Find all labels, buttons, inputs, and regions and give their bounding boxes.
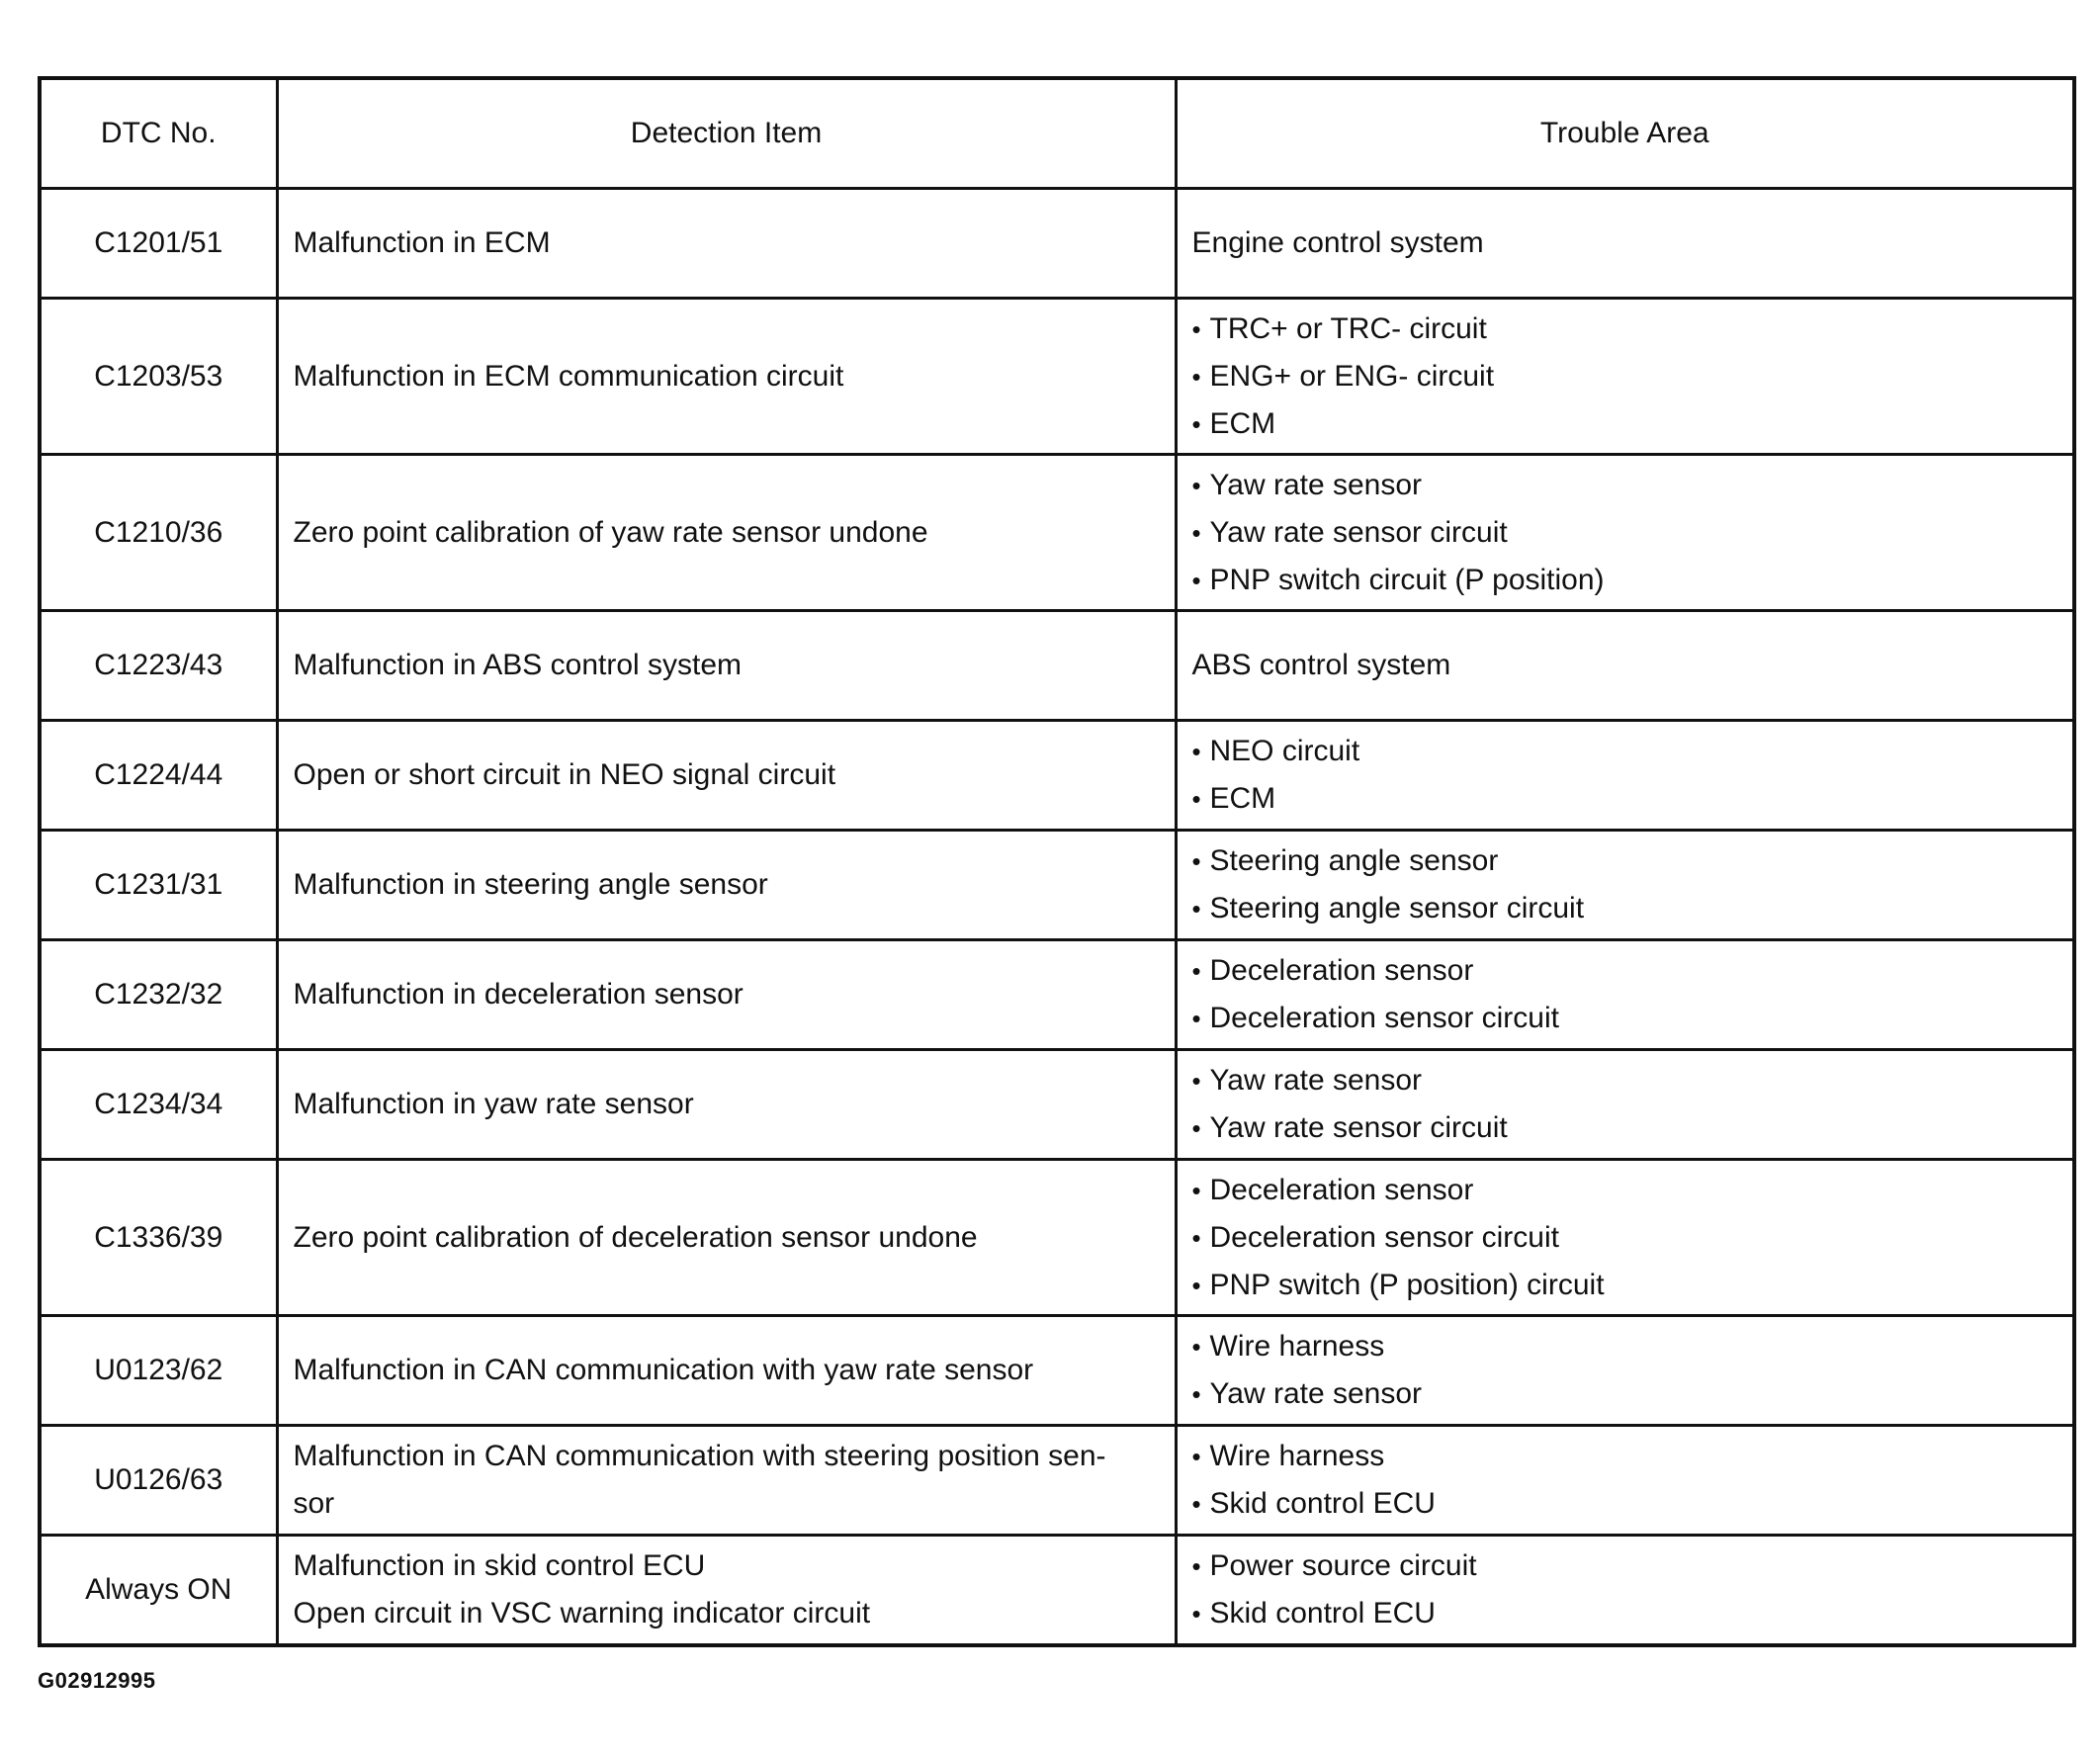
trouble-area-cell <box>1176 611 2074 721</box>
bullet-icon: • <box>1191 313 1201 344</box>
detection-item-line: Zero point calibration of yaw rate sensor undone <box>293 515 928 549</box>
trouble-area-cell <box>1176 721 2074 831</box>
bullet-icon: • <box>1191 894 1201 924</box>
trouble-area-item-text: Steering angle sensor circuit <box>1209 892 1585 925</box>
trouble-area-item <box>1192 306 2073 353</box>
trouble-area-item-text: Deceleration sensor circuit <box>1209 1220 1559 1254</box>
table-row <box>40 721 2074 831</box>
trouble-area-item <box>1192 1214 2073 1262</box>
dtc-code-cell: C1223/43 <box>40 611 277 721</box>
figure-id: G02912995 <box>38 1668 156 1693</box>
bullet-icon: • <box>1191 1332 1201 1362</box>
dtc-code-cell: C1231/31 <box>40 831 277 940</box>
trouble-area-item <box>1192 400 2073 448</box>
bullet-icon: • <box>1191 1222 1201 1253</box>
detection-item-line: sor <box>293 1487 335 1520</box>
dtc-code-cell: C1232/32 <box>40 940 277 1050</box>
detection-item-cell <box>277 831 1176 940</box>
trouble-area-cell <box>1176 299 2074 455</box>
trouble-area-item-text: Wire harness <box>1209 1440 1385 1472</box>
bullet-icon: • <box>1191 1551 1201 1581</box>
table-row <box>40 299 2074 455</box>
trouble-area-item <box>1192 1480 2073 1528</box>
detection-item-line: Malfunction in steering angle sensor <box>293 868 768 901</box>
trouble-area-item-text: Deceleration sensor <box>1209 1173 1474 1206</box>
trouble-area-item <box>1192 1104 2073 1152</box>
trouble-area-item <box>1192 462 2073 509</box>
trouble-area-item <box>1192 509 2073 557</box>
table-row <box>40 1536 2074 1646</box>
trouble-area-item-text: Yaw rate sensor <box>1209 468 1423 501</box>
detection-item-line: Malfunction in ECM communication circuit <box>293 359 844 393</box>
dtc-code-cell: U0123/62 <box>40 1316 277 1426</box>
trouble-area-item-text: ECM <box>1209 782 1276 815</box>
detection-item-line: Malfunction in ECM <box>293 226 551 259</box>
detection-item-cell <box>277 721 1176 831</box>
dtc-code-cell: C1210/36 <box>40 455 277 611</box>
trouble-area-item <box>1192 728 2073 775</box>
trouble-area-item-text: PNP switch circuit (P position) <box>1209 563 1605 596</box>
bullet-icon: • <box>1191 956 1201 986</box>
trouble-area-item <box>1192 1370 2073 1418</box>
trouble-area-cell <box>1176 1160 2074 1316</box>
bullet-icon: • <box>1191 408 1201 439</box>
trouble-area-item-text: Deceleration sensor <box>1209 954 1474 987</box>
detection-item-cell <box>277 1426 1176 1536</box>
bullet-icon: • <box>1191 517 1201 548</box>
dtc-code-cell: C1234/34 <box>40 1050 277 1160</box>
trouble-area-item-text: TRC+ or TRC- circuit <box>1209 311 1487 345</box>
detection-item-line: Malfunction in CAN communication with steering position sen- <box>293 1440 1106 1472</box>
trouble-area-item-text: Yaw rate sensor <box>1209 1377 1423 1410</box>
dtc-code-cell: C1224/44 <box>40 721 277 831</box>
trouble-area-item-text: Power source circuit <box>1209 1549 1477 1582</box>
table-body <box>40 189 2074 1646</box>
dtc-code-cell: C1336/39 <box>40 1160 277 1316</box>
trouble-area-item-text: Skid control ECU <box>1209 1487 1436 1520</box>
trouble-area-cell <box>1176 189 2074 299</box>
detection-item-line: Open circuit in VSC warning indicator circuit <box>293 1597 871 1629</box>
bullet-icon: • <box>1191 470 1201 500</box>
trouble-area-item <box>1192 885 2073 932</box>
trouble-area-item <box>1192 1323 2073 1370</box>
dtc-code-cell: C1201/51 <box>40 189 277 299</box>
trouble-area-item-text: ENG+ or ENG- circuit <box>1209 359 1495 393</box>
trouble-area-text: ABS control system <box>1191 649 1451 681</box>
detection-item-line: Open or short circuit in NEO signal circuit <box>293 758 836 791</box>
table-row <box>40 940 2074 1050</box>
detection-item-line: Malfunction in yaw rate sensor <box>293 1088 694 1120</box>
trouble-area-item-text: Skid control ECU <box>1209 1597 1436 1629</box>
detection-item-cell <box>277 455 1176 611</box>
bullet-icon: • <box>1191 361 1201 392</box>
dtc-code-cell: Always ON <box>40 1536 277 1646</box>
table-row <box>40 455 2074 611</box>
dtc-code-cell: U0126/63 <box>40 1426 277 1536</box>
trouble-area-item-text: Yaw rate sensor <box>1209 1064 1423 1097</box>
bullet-icon: • <box>1191 1599 1201 1629</box>
header-detection-item: Detection Item <box>277 78 1176 189</box>
detection-item-line: Malfunction in deceleration sensor <box>293 978 744 1011</box>
trouble-area-text: Engine control system <box>1191 226 1484 259</box>
trouble-area-item <box>1192 775 2073 823</box>
bullet-icon: • <box>1191 1270 1201 1300</box>
trouble-area-item <box>1192 1167 2073 1214</box>
trouble-area-item <box>1192 995 2073 1042</box>
header-row <box>40 78 2074 189</box>
bullet-icon: • <box>1191 784 1201 814</box>
header-trouble-area: Trouble Area <box>1176 78 2074 189</box>
trouble-area-item-text: Yaw rate sensor circuit <box>1209 1111 1508 1144</box>
trouble-area-item-text: Deceleration sensor circuit <box>1209 1002 1559 1034</box>
trouble-area-item <box>1192 1542 2073 1590</box>
trouble-area-cell <box>1176 1050 2074 1160</box>
bullet-icon: • <box>1191 1113 1201 1143</box>
detection-item-cell <box>277 940 1176 1050</box>
bullet-icon: • <box>1191 1379 1201 1409</box>
table-row <box>40 1160 2074 1316</box>
table-row <box>40 1050 2074 1160</box>
trouble-area-cell <box>1176 455 2074 611</box>
trouble-area-item-text: NEO circuit <box>1209 735 1360 767</box>
trouble-area-cell <box>1176 1426 2074 1536</box>
bullet-icon: • <box>1191 1442 1201 1471</box>
bullet-icon: • <box>1191 1175 1201 1205</box>
trouble-area-item <box>1192 1433 2073 1480</box>
table-row <box>40 1316 2074 1426</box>
trouble-area-item <box>1192 557 2073 604</box>
detection-item-cell <box>277 611 1176 721</box>
detection-item-line: Malfunction in skid control ECU <box>293 1549 706 1582</box>
table-row <box>40 189 2074 299</box>
detection-item-cell <box>277 1050 1176 1160</box>
bullet-icon: • <box>1191 1066 1201 1096</box>
table-row <box>40 611 2074 721</box>
detection-item-cell <box>277 299 1176 455</box>
detection-item-line: Zero point calibration of deceleration sensor undone <box>293 1220 978 1254</box>
table-header <box>40 78 2074 189</box>
dtc-code-cell: C1203/53 <box>40 299 277 455</box>
dtc-table <box>38 76 2076 1647</box>
bullet-icon: • <box>1191 1489 1201 1519</box>
trouble-area-item <box>1192 1057 2073 1104</box>
trouble-area-cell <box>1176 1316 2074 1426</box>
bullet-icon: • <box>1191 737 1201 766</box>
trouble-area-item-text: Wire harness <box>1209 1330 1385 1363</box>
trouble-area-item <box>1192 1590 2073 1637</box>
trouble-area-item-text: Yaw rate sensor circuit <box>1209 515 1508 549</box>
detection-item-line: Malfunction in CAN communication with yaw rate sensor <box>293 1354 1034 1386</box>
detection-item-cell <box>277 1536 1176 1646</box>
trouble-area-cell <box>1176 940 2074 1050</box>
detection-item-cell <box>277 1316 1176 1426</box>
bullet-icon: • <box>1191 1004 1201 1033</box>
header-dtc-no: DTC No. <box>40 78 277 189</box>
trouble-area-item <box>1192 1262 2073 1309</box>
trouble-area-item <box>1192 837 2073 885</box>
bullet-icon: • <box>1191 565 1201 595</box>
detection-item-cell <box>277 189 1176 299</box>
trouble-area-cell <box>1176 1536 2074 1646</box>
table-row <box>40 1426 2074 1536</box>
trouble-area-item <box>1192 947 2073 995</box>
detection-item-line: Malfunction in ABS control system <box>293 649 743 681</box>
table-row <box>40 831 2074 940</box>
detection-item-cell <box>277 1160 1176 1316</box>
trouble-area-item-text: ECM <box>1209 406 1276 440</box>
trouble-area-item-text: PNP switch (P position) circuit <box>1209 1268 1605 1301</box>
trouble-area-cell <box>1176 831 2074 940</box>
trouble-area-item <box>1192 353 2073 400</box>
trouble-area-item-text: Steering angle sensor <box>1209 844 1499 877</box>
bullet-icon: • <box>1191 846 1201 876</box>
